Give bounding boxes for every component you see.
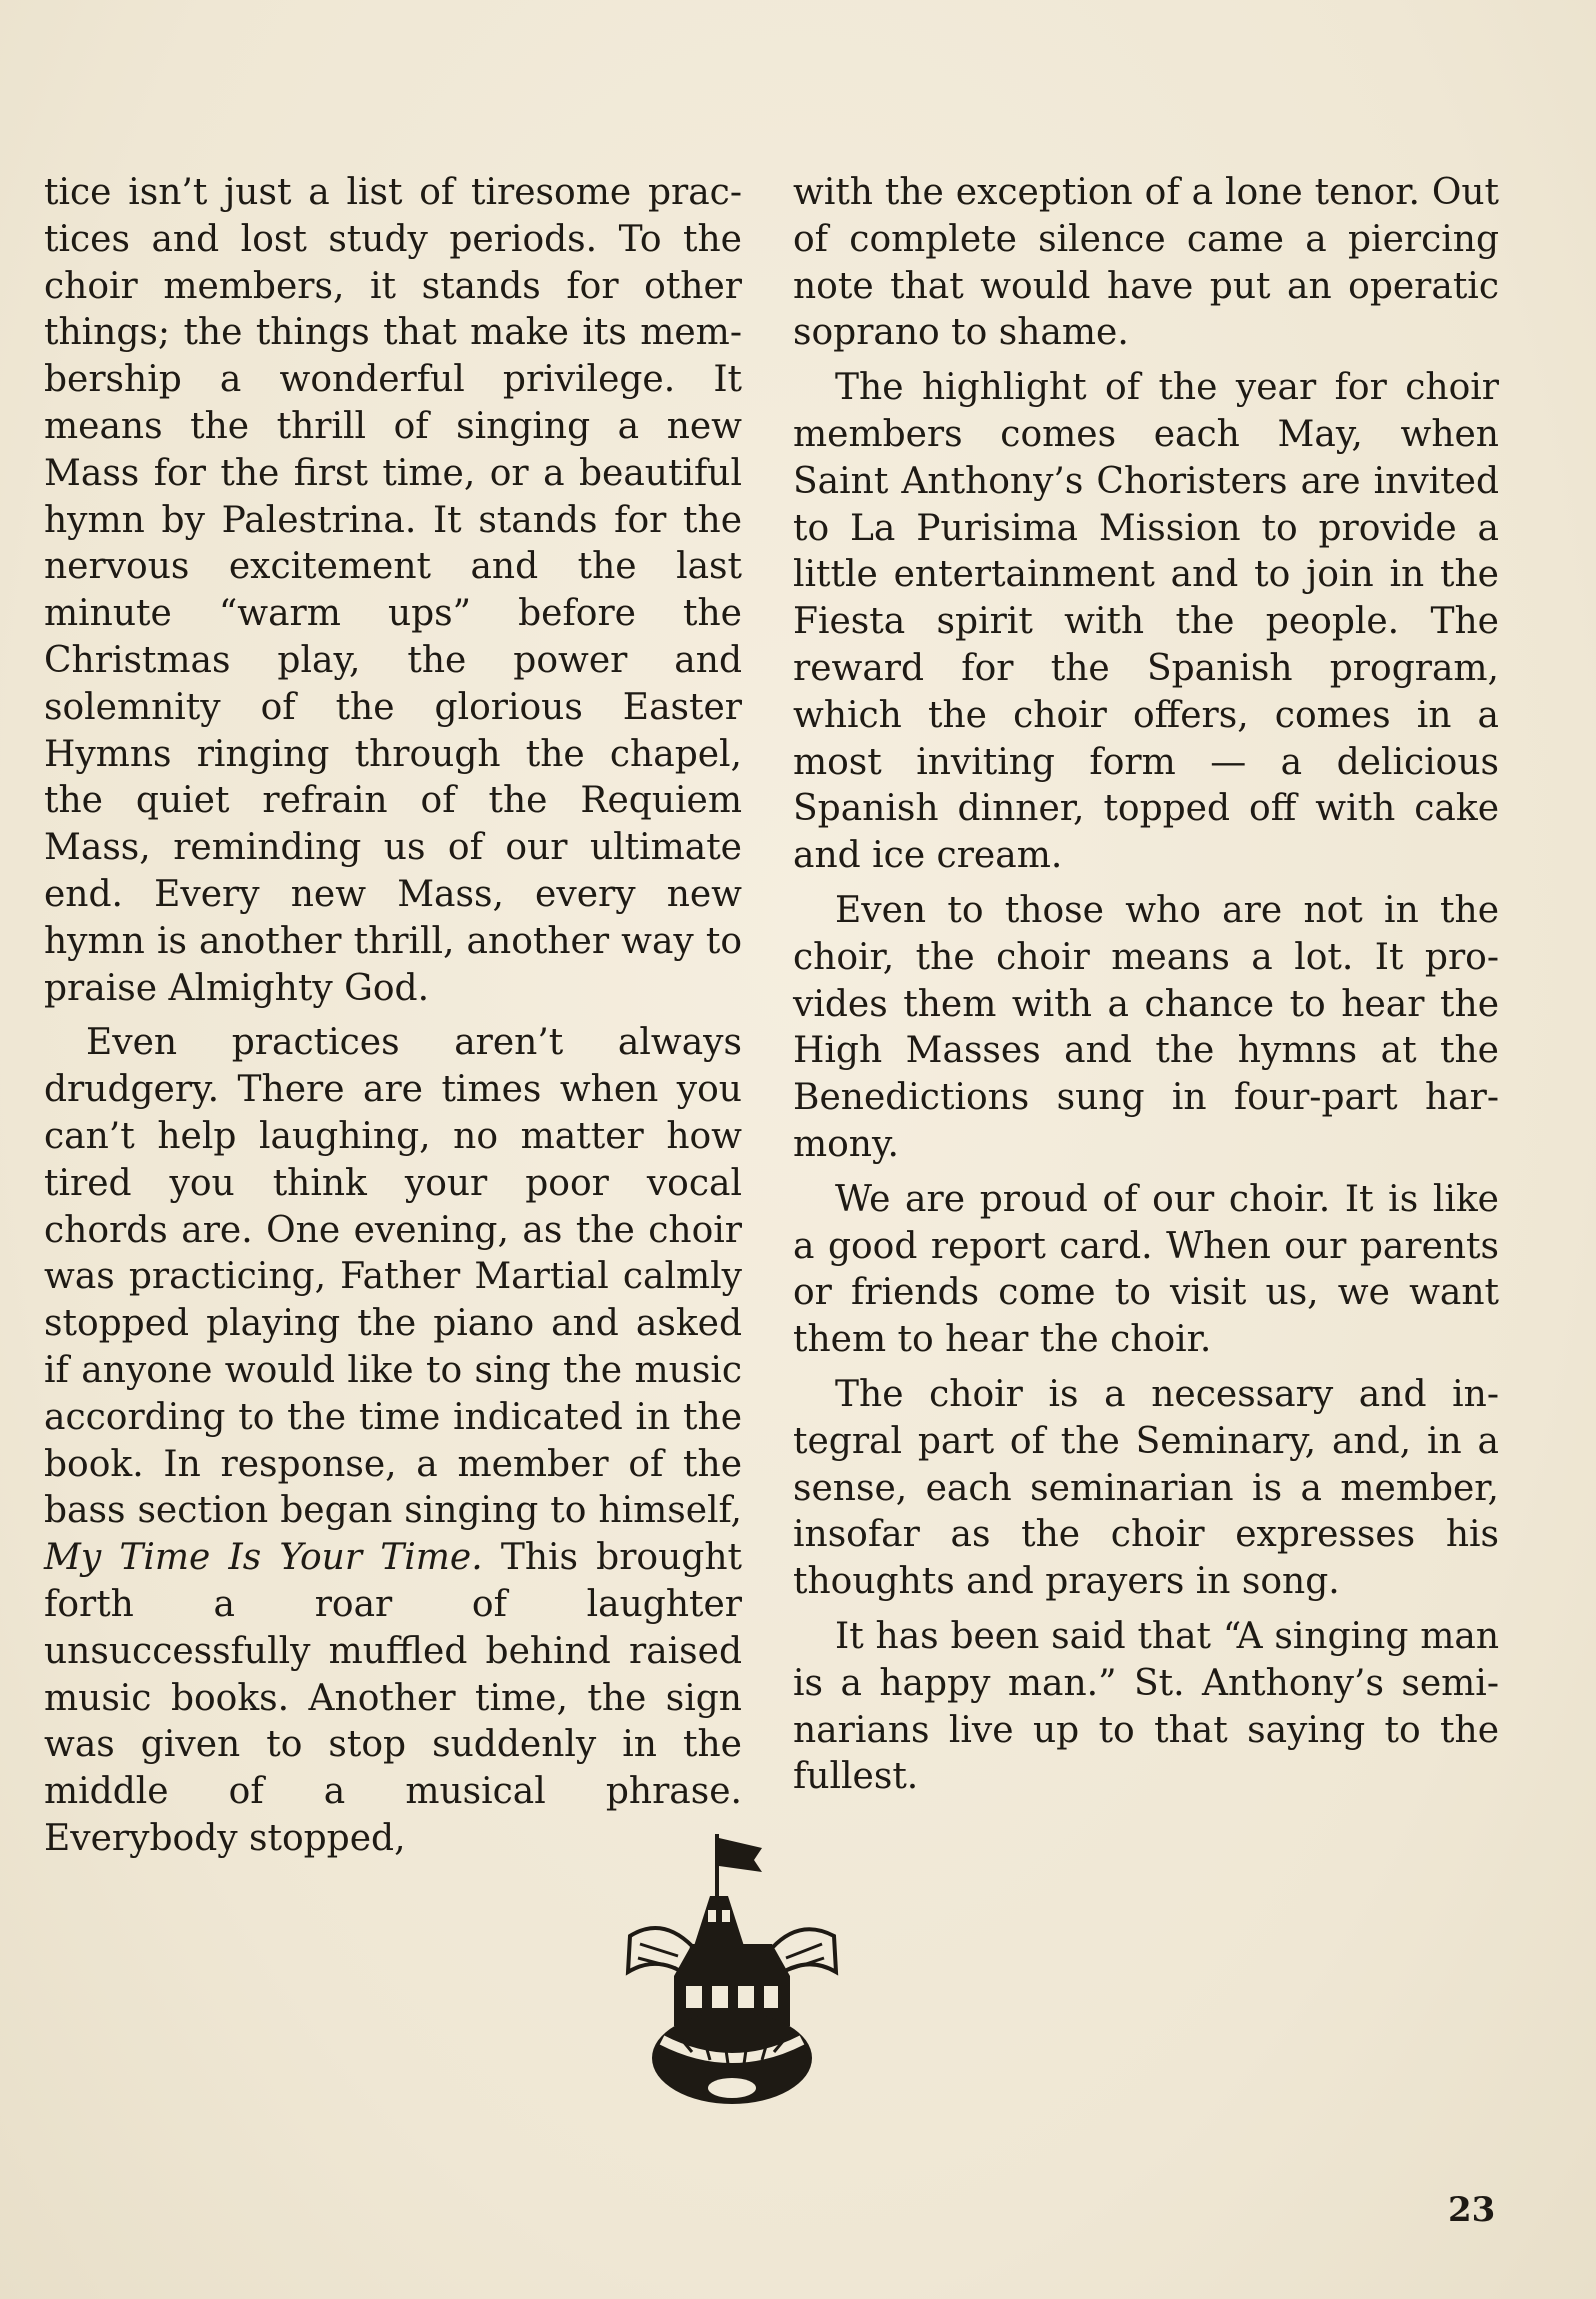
mission-bell-tower-emblem-icon xyxy=(622,1826,842,2126)
paragraph: The choir is a necessary and integral part of the Seminary, and, in a sense, each seminarian is a member, insofar as the choir expresses his thoughts and prayers in song. xyxy=(793,1373,1499,1603)
left-text-column xyxy=(44,170,742,1863)
paragraph: tice isn’t just a list of tiresome practices and lost study periods. To the choir members, it stands for other things; the things that make its membership a wonderful privilege. It means the thrill of singing a new Mass for the first time, or a beautiful hymn by Palestrina. It stands for the nervous excitement and the last minute “warm ups” before the Christmas play, the power and solemnity of the glorious Easter Hymns ringing through the chapel, the quiet refrain of the Requiem Mass, reminding us of our ultimate end. Every new Mass, every new hymn is another thrill, another way to praise Almighty God. xyxy=(44,172,742,1009)
paragraph: Even to those who are not in the choir, the choir means a lot. It provides them with a chance to hear the High Masses and the hymns at the Benedictions sung in four-part harmony. xyxy=(793,889,1499,1165)
paragraph: We are proud of our choir. It is like a good report card. When our parents or friends come to visit us, we want them to hear the choir. xyxy=(793,1178,1499,1361)
page-number: 23 xyxy=(1448,2190,1496,2230)
paragraph-text: Even practices aren’t always drudgery. There are times when you can’t help laughing, no matter how tired you think your poor vocal chords are. One evening, as the choir was practicing, Father Martial calmly stopped playing the piano and asked if anyone would like to sing the music according to the time indicated in the book. In response, a member of the bass section began singing to himself, xyxy=(44,1022,742,1532)
paragraph: It has been said that “A singing man is a happy man.” St. Anthony’s seminarians live up to that saying to the fullest. xyxy=(793,1615,1499,1798)
right-text-column xyxy=(793,170,1499,1801)
paragraph xyxy=(44,1020,742,1862)
paragraph: The highlight of the year for choir members comes each May, when Saint Anthony’s Choristers are invited to La Purisima Mission to provide a little entertainment and to join in the Fiesta spirit with the people. The reward for the Spanish program, which the choir offers, comes in a most inviting form — a delicious Spanish dinner, topped off with cake and ice cream. xyxy=(793,367,1499,877)
song-title: My Time Is Your Time. xyxy=(44,1537,483,1579)
paragraph-text: This brought forth a roar of laughter unsuccessfully muffled behind raised music books. Another time, the sign was given to stop suddenly in the middle of a musical phrase. Everybody stopped, xyxy=(44,1537,742,1859)
paragraph: with the exception of a lone tenor. Out of complete silence came a piercing note that would have put an operatic soprano to shame. xyxy=(793,172,1499,354)
